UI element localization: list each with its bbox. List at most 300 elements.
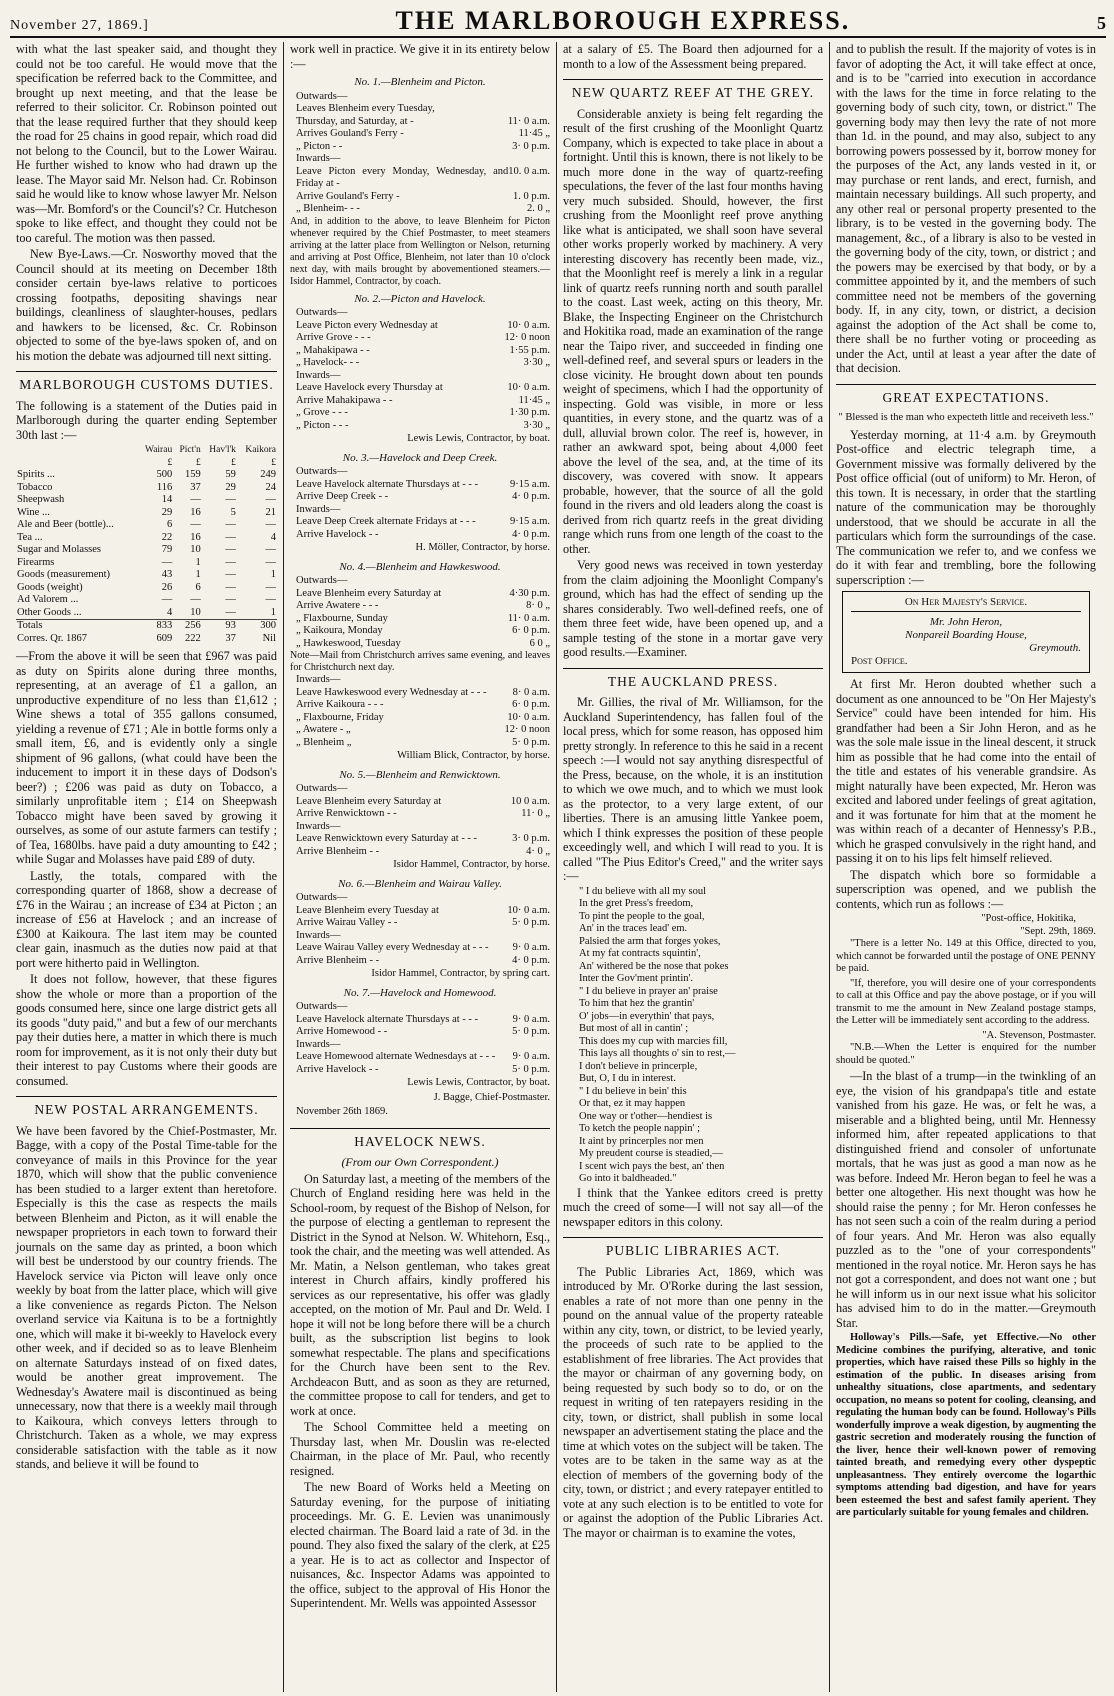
poem-line: An' in the traces lead' em. [579, 923, 688, 934]
route-stop: Arrives Gouland's Ferry - [296, 128, 404, 139]
poem-line: In the gret Press's freedom, [579, 898, 694, 909]
row-value: — [225, 569, 236, 580]
route-stop: Outwards— [296, 466, 348, 477]
route-line [290, 955, 550, 968]
customs-row [16, 557, 277, 570]
route-stop: Arrive Grove - - - [296, 332, 371, 343]
row-value: — [225, 519, 236, 530]
row-value: 43 [161, 569, 173, 580]
route-line [290, 737, 550, 750]
route-line [290, 103, 550, 116]
row-value: — [161, 556, 173, 568]
row-value: 24 [265, 481, 276, 493]
notice-nb: "N.B.—When the Letter is enquired for the number should be quoted." [836, 1042, 1096, 1066]
route-line [290, 674, 550, 687]
route-stop: „ Grove - - - [296, 407, 348, 418]
row-value: — [265, 556, 276, 568]
route-time: 11· 0 a.m. [507, 612, 550, 624]
row-value: — [265, 544, 276, 555]
route-time: 6· 0 p.m. [512, 625, 550, 636]
route-line [290, 116, 550, 129]
poem-line: To ketch the people nappin' ; [579, 1123, 700, 1134]
row-value: — [190, 494, 201, 505]
route-stop: Inwards— [296, 820, 341, 832]
route-line [290, 917, 550, 930]
route-line [290, 892, 550, 905]
row-label [16, 444, 137, 457]
route-contractor: Isidor Hammel, Contractor, by spring cart. [371, 968, 550, 979]
route-stop: Outwards— [296, 90, 348, 102]
route-stop: Inwards— [296, 929, 341, 941]
route-time: 9· 0 a.m. [512, 1051, 550, 1062]
route-line [290, 407, 550, 420]
notice-body-2: "If, therefore, you will desire one of your correspondents to call at this Office and pay the above postage, or if you will transmit to me the amount in New Zealand postage stamps, the Letter will be immediately sent according to the address. [836, 977, 1096, 1026]
route-contractor: Isidor Hammel, Contractor, by horse. [393, 859, 550, 870]
route-stop: „ Kaikoura, Monday [296, 625, 383, 636]
columns [10, 42, 1106, 1692]
row-value: 29 [161, 506, 173, 518]
route-stop: Leave Deep Creek alternate Fridays at - - - [296, 516, 476, 527]
route-line [290, 420, 550, 433]
row-value: 37 [190, 481, 201, 493]
newspaper-title: THE MARLBOROUGH EXPRESS. [395, 6, 851, 35]
route-line [290, 357, 550, 370]
route-time: 3· 0 p.m. [512, 140, 550, 152]
row-value: 222 [185, 632, 201, 644]
route-stop: „ Blenheim- - - [296, 203, 360, 214]
poem-line: " I du believe in bein' this [579, 1085, 687, 1097]
quartz-heading: NEW QUARTZ REEF AT THE GREY. [563, 79, 823, 101]
route-stop: Leave Blenheim every Saturday at [296, 587, 442, 599]
customs-totals-row [16, 620, 277, 633]
customs-row [16, 507, 277, 520]
route-stop: Inwards— [296, 503, 341, 515]
route-stop: Outwards— [296, 575, 348, 586]
route-stop: Outwards— [296, 783, 348, 794]
route-line [290, 529, 550, 542]
row-value: — [225, 594, 236, 605]
route-stop: Leave Havelock alternate Thursdays at - - - [296, 478, 479, 490]
route-stop: Outwards— [296, 1001, 348, 1012]
row-value: — [265, 519, 276, 530]
poem-line: One way or t'other—hendiest is [579, 1110, 713, 1122]
route-line [290, 942, 550, 955]
row-value: 93 [202, 620, 237, 633]
customs-row [16, 607, 277, 620]
route-line [290, 724, 550, 737]
havelock-continued: at a salary of £5. The Board then adjourned for a month to a low of the Assessment being prepared. [563, 42, 823, 71]
ohms-line: On Her Majesty's Service. [851, 596, 1081, 612]
route-time: 6 0 „ [529, 637, 550, 649]
row-label: Tea ... [17, 531, 43, 543]
notice-signature: "A. Stevenson, Postmaster. [982, 1029, 1096, 1041]
row-value: £ [231, 457, 236, 468]
route-stop: Leaves Blenheim every Tuesday, [296, 103, 435, 114]
route-stop: Arrive Gouland's Ferry - [296, 190, 400, 202]
expectations-heading: GREAT EXPECTATIONS. [836, 384, 1096, 406]
route-line [290, 1064, 550, 1077]
route-line [290, 345, 550, 358]
route-line [290, 466, 550, 479]
route-time: 5· 0 p.m. [512, 736, 550, 748]
poem-line: Inter the Gov'ment printin'. [579, 973, 694, 984]
route-stop: Leave Hawkeswood every Wednesday at - - - [296, 686, 487, 698]
route-stop: Arrive Kaikoura - - - [296, 699, 384, 710]
route-title: No. 5.—Blenheim and Renwicktown. [339, 768, 501, 781]
route-stop: Leave Wairau Valley every Wednesday at - - - [296, 942, 489, 953]
row-value: 6 [166, 519, 173, 530]
route-stop: „ Blenheim „ [296, 736, 352, 748]
row-value: — [225, 606, 236, 618]
row-value: — [225, 531, 236, 543]
customs-heading: MARLBOROUGH CUSTOMS DUTIES. [16, 371, 277, 393]
row-value: 1 [270, 606, 276, 618]
route-stop: „ Awatere - „ [296, 724, 351, 735]
poem-line: " I du believe with all my soul [579, 885, 707, 897]
library-continued: and to publish the result. If the majority of votes is in favor of adopting the Act, it will take effect at once, and is to be "carried into execution in accordance with the laws for the time in force relating to the governing body of such city, town, or district." The governing body may then levy the rate of not more than 1d. in the pound, and may also, subject to any borrowing powers possessed by it, borrow money for the purposes of the Act, any lands vested in it, or may purchase or rent lands, and erect, furnish, and maintain necessary buildings. All such property, and any other real or personal property presented to the library, is to be vested in the governing body. The management, &c., of a library is also to be vested in the governing body of the city, town, or district ; and the powers may be exercised by that body, or by a committee appointed by it, and the members of such committee need not be members of the governing body. If, in any city, town, or district, a decision against the adoption of the Act shall be come to, there shall be no further voting or proceeding as under the Act, until at least a year after the date of that decision. [836, 42, 1096, 375]
column-2 [283, 42, 556, 1692]
route-stop: Thursday, and Saturday, at - [296, 115, 414, 127]
issue-date: November 27, 1869.] [10, 18, 149, 33]
customs-row [16, 569, 277, 582]
route-line [290, 588, 550, 601]
row-label: Spirits ... [17, 469, 55, 480]
route-stop: Inwards— [296, 153, 341, 164]
route-line [290, 320, 550, 333]
row-value: 26 [161, 581, 173, 593]
row-value: — [265, 594, 276, 605]
route-contractor: H. Möller, Contractor, by horse. [415, 542, 550, 553]
route-time: 10· 0 a.m. [507, 382, 550, 393]
poem-line: But most of all in cantin' ; [579, 1023, 689, 1034]
route-line [290, 128, 550, 141]
route-stop: Arrive Havelock - - [296, 528, 379, 540]
customs-conclusion: It does not follow, however, that these figures show the whole or more than a proportion of the goods consumed here, since one large district gets all its goods "duty paid," and but a few of our merchants pay their duties here, a matter in which there is much room for improvement, as it is not only their duty but their interest to pay Customs where their goods are consumed. [16, 972, 277, 1088]
route-time: 3· 0 p.m. [512, 833, 550, 844]
row-value: — [161, 594, 173, 605]
page-number: 5 [1097, 13, 1106, 33]
row-value: 6 [195, 581, 201, 593]
route-stop: „ Hawkeswood, Tuesday [296, 637, 401, 649]
route-line [290, 930, 550, 943]
row-label: Sugar and Molasses [17, 544, 101, 555]
route-line [290, 687, 550, 700]
route-time: 6· 0 p.m. [512, 699, 550, 710]
route-line [290, 846, 550, 859]
postmaster-signature: J. Bagge, Chief-Postmaster. [433, 1091, 550, 1103]
envelope-superscription [842, 591, 1090, 673]
route-time: 1. 0 p.m. [512, 190, 550, 202]
row-label: Goods (weight) [17, 581, 83, 593]
route-time: 5· 0 p.m. [512, 1063, 550, 1075]
row-label: Corres. Qr. 1867 [17, 632, 87, 644]
route-stop: „ Mahakipawa - - [296, 344, 370, 356]
row-value: 4 [270, 531, 276, 543]
row-value: 300 [237, 620, 277, 633]
route-line [290, 1051, 550, 1064]
row-value: 10 [190, 544, 201, 555]
route-line [290, 395, 550, 408]
route-stop: Arrive Homewood - - [296, 1026, 388, 1037]
route-line [290, 191, 550, 204]
route-line [290, 638, 550, 651]
auckland-heading: THE AUCKLAND PRESS. [563, 668, 823, 690]
row-value: 609 [156, 632, 173, 644]
havelock-heading: HAVELOCK NEWS. [290, 1128, 550, 1150]
route-time: 10 0 a.m. [510, 795, 550, 807]
havelock-byline: (From our Own Correspondent.) [341, 1155, 499, 1169]
route-line [290, 1014, 550, 1027]
route-time: 2. 0 „ [526, 203, 550, 214]
row-value: 159 [185, 469, 201, 480]
column-3 [556, 42, 829, 1692]
row-value: 37 [225, 632, 236, 644]
customs-row [16, 482, 277, 495]
row-value: — [225, 544, 236, 555]
poem-line: O' jobs—in everythin' that pays, [579, 1010, 715, 1022]
row-label: Other Goods ... [17, 606, 82, 618]
postal-heading: NEW POSTAL ARRANGEMENTS. [16, 1096, 277, 1118]
route-stop: Leave Havelock every Thursday at [296, 382, 443, 393]
post-office-notice [836, 913, 1096, 1067]
row-value: 256 [173, 620, 202, 633]
council-continued: with what the last speaker said, and thought they could not be too careful. He would move that the specification be referred back to the Committee, and brought up next meeting, and that the lease be referred to their solicitor. Cr. Robinson pointed out that the lease required further that they should keep the road for 25 chains in good repair, which road did not belong to the Council, but to the Lower Wairau. He further wished to know who had drawn up the lease. The Mayor said Mr. Nelson had. Cr. Robinson said he would like to know whose lawyer Mr. Nelson was—Mr. Bomford's or the Council's? Cr. Hutcheson spoke to like effect, and thought they could not be too careful. The motion was then passed. [16, 42, 277, 245]
route-line [290, 905, 550, 918]
poem-line: To pint the people to the goal, [579, 910, 705, 922]
poem-line: " I du believe in prayer an' praise [579, 985, 718, 997]
customs-row [16, 544, 277, 557]
route-time: 5· 0 p.m. [512, 1026, 550, 1037]
row-value: — [265, 581, 276, 593]
customs-row [16, 519, 277, 532]
route-time: 4·30 p.m. [509, 587, 550, 599]
route-time: 3·30 „ [523, 419, 550, 431]
row-label: Wine ... [17, 506, 50, 518]
route-stop: Inwards— [296, 1038, 341, 1050]
poem-line: Palsied the arm that forges yokes, [579, 935, 721, 947]
route-line [290, 575, 550, 588]
row-value: — [225, 581, 236, 593]
row-value: Pict'n [179, 445, 201, 455]
route-title: No. 3.—Havelock and Deep Creek. [342, 451, 498, 464]
poem-line: I don't believe in princerple, [579, 1060, 698, 1072]
route-line [290, 600, 550, 613]
notice-from: "Post-office, Hokitika, [981, 913, 1076, 924]
route-stop: Arrive Blenheim - - [296, 954, 380, 966]
customs-intro: The following is a statement of the Duties paid in Marlborough during the quarter ending September 30th last :— [16, 398, 277, 442]
bye-laws-paragraph: New Bye-Laws.—Cr. Nosworthy moved that the Council should at its meeting on December 18th consider certain bye-laws relative to porticoes crossing footpaths, depositing shavings near buildings, cleanliness of slaughter-houses, pedlars and hawkers to be licensed, &c. Cr. Robinson objected to some of the bye-laws spoken of, and on his motion the debate was adjourned till next sitting. [16, 247, 277, 363]
route-time: 8· 0 a.m. [512, 686, 550, 698]
expectations-dispatch: The dispatch which bore so formidable a superscription was opened, and we publish the contents, which run as follows :— [836, 867, 1096, 911]
row-value: 22 [161, 531, 173, 543]
expectations-conclusion: —In the blast of a trump—in the twinkling of an eye, the vision of his grandpapa's title and estate vanished from his gaze. He was, or felt he was, a miserable and a blighted being, until Mr. Hennessy informed him, after repeated applications to that distinguished friend and consoler of unfortunate mortals, that he was just as good a man now as he was before. Indeed Mr. Heron began to feel he was a better one altogether. His next thought was how he should raise the penny ; for Mr. Heron confesses he has not seen such a coin of the realm during a period of four years. And Mr. Heron was also equally puzzled as to the "one of your correspondents" mentioned in the royal notice. Mr. Heron says he has not got a correspondent, and does not want one ; but he will inform us in our next issue what his solicitor has advised him to do in the matter.—Greymouth Star. [836, 1069, 1096, 1330]
route-line [290, 141, 550, 154]
route-line [290, 833, 550, 846]
row-value: 1 [195, 569, 201, 580]
row-value: Wairau [145, 445, 173, 455]
route-stop: Leave Blenheim every Saturday at [296, 795, 442, 807]
row-value: Nil [262, 632, 276, 644]
route-line [290, 491, 550, 504]
row-value: 5 [230, 506, 236, 518]
auckland-article: Mr. Gillies, the rival of Mr. Williamson, for the Auckland Superintendency, has fallen foul of the local press, which for some reason, has opposed him pretty strongly. In reference to this he said in a recent speech :—I would not say anything disrespectful of the Press, because, on the whole, it is an institution to which we owe much, and to which we must look as the protector, to a very large extent, of our liberties. There is an amusing little Yankee poem, which I think expresses the position of these people exceedingly well, and which I will read to you. It is called "The Pius Editor's Creed," and the writer says :— [563, 695, 823, 883]
route-stop: Leave Picton every Wednesday at [296, 319, 438, 331]
customs-row [16, 532, 277, 545]
row-value: — [225, 494, 236, 505]
customs-table [16, 444, 277, 645]
route-contractor: Lewis Lewis, Contractor, by boat. [407, 433, 550, 444]
route-time: 10· 0 a.m. [507, 711, 550, 723]
notice-date: "Sept. 29th, 1869. [1020, 925, 1096, 937]
route-line [290, 1026, 550, 1039]
route-line [290, 479, 550, 492]
customs-row [16, 594, 277, 607]
route-time: 12· 0 noon [504, 724, 550, 735]
route-line [290, 699, 550, 712]
route-time: 11·45 „ [518, 394, 550, 406]
route-line [290, 504, 550, 517]
quartz-news: Very good news was received in town yesterday from the claim adjoining the Moonlight Company's ground, which has had the effect of sending up the shares considerably. Two well-defined reefs, one of them three feet wide, have been opened up, and a sample testing of the stone in a mortar gave very good results.—Examiner. [563, 558, 823, 659]
route-line [290, 203, 550, 216]
route-line [290, 613, 550, 626]
route-line [290, 625, 550, 638]
row-label: Ale and Beer (bottle)... [17, 519, 114, 530]
route-time: 8· 0 „ [526, 600, 550, 611]
route-line [290, 332, 550, 345]
row-value: — [190, 519, 201, 530]
route-title: No. 2.—Picton and Havelock. [354, 292, 486, 305]
notice-body: "There is a letter No. 149 at this Office, directed to you, which cannot be forwarded until the postage of ONE PENNY be paid. [836, 938, 1096, 974]
row-label: Sheepwash [17, 494, 65, 505]
poem-line: Go into it baldheaded." [579, 1173, 677, 1184]
route-stop: Arrive Mahakipawa - - [296, 394, 393, 406]
route-title: No. 1.—Blenheim and Picton. [354, 76, 486, 88]
postal-article: We have been favored by the Chief-Postmaster, Mr. Bagge, with a copy of the Postal Time-table for the conveyance of mails in this Province for the year 1870, which will show that the public convenience has been studied to a larger extent than heretofore. Especially is this the case as respects the mails between Blenheim and Picton, as it will enable the newspaper proprietors in each town to forward their journals on the same day as printed, a boon which will best be understood by our country friends. The Havelock service via Picton will leave only once weekly by boat from the latter place, which will give a like convenience as regards Picton. The Nelson overland service via Kaituna is to be a fortnightly one, which will make it bi-weekly to Havelock every other week, and if decided so as to leave Blenheim on alternate Saturdays instead of on fixed dates, would be another great improvement. The Wednesday's Awatere mail is discontinued as being unnecessary, now that there is a weekly mail through to Kaikoura, which conveys letters through to Christchurch. Taken as a whole, we may express considerable satisfaction with the table as it now stands, and believe it will be found to [16, 1123, 277, 1471]
customs-corresponding-row [16, 633, 277, 646]
route-time: 4· 0 „ [526, 845, 550, 857]
row-value: £ [271, 457, 276, 468]
customs-row [16, 582, 277, 595]
row-value: 116 [156, 481, 173, 493]
poem-line: But, O, I du in interest. [579, 1073, 676, 1084]
route-stop: „ Havelock- - - [296, 357, 360, 368]
route-line [290, 166, 550, 191]
row-value: 500 [156, 469, 173, 480]
route-line [290, 153, 550, 166]
route-stop: Outwards— [296, 307, 348, 318]
row-value: Hav'l'k [209, 445, 236, 455]
column-1 [10, 42, 283, 1692]
route-time: 10· 0 a.m. [507, 904, 550, 916]
poem-line: Or that, ez it may happen [579, 1098, 686, 1109]
customs-row [16, 469, 277, 482]
row-value: 833 [137, 620, 173, 633]
row-label: Firearms [17, 556, 55, 568]
route-stop: Outwards— [296, 892, 348, 903]
havelock-church: On Saturday last, a meeting of the members of the Church of England residing here was held in the School-room, by request of the Bishop of Nelson, for the purpose of electing a gentleman to represent the District in the Synod at Nelson. W. Whitehorn, Esq., took the chair, and the meeting was well attended. As Mr. Matin, a Nelson gentleman, who takes great interest in Church affairs, kindly proffered his services as our representative, his offer was gladly accepted, on the motion of Mr. Paul and Dr. Weld. I hope it will not be long before there will be a church built, as the subscription list begins to look somewhat respectable. The plans and specifications for the Church have been sent to the Rev. Archdeacon Butt, and as soon as they are returned, the committee propose to call for tenders, and get to work at once. [290, 1171, 550, 1418]
row-value: 21 [265, 506, 276, 518]
havelock-school: The School Committee held a meeting on Thursday last, when Mr. Douslin was re-elected Chairman, in the place of Mr. Paul, who recently resigned. [290, 1420, 550, 1478]
customs-comparison: Lastly, the totals, compared with the corresponding quarter of 1868, show a decrease of £76 in the Wairau ; an increase of £34 at Picton ; an increase of £56 at Havelock ; and an increase of £300 at Kaikoura. The last item may be counted clear gain, inasmuch as the duties now paid at that port were hitherto paid in Wellington. [16, 868, 277, 970]
row-value: 29 [225, 481, 236, 493]
expectations-epigraph: " Blessed is the man who expecteth little and receiveth less." [838, 412, 1094, 423]
customs-analysis: —From the above it will be seen that £967 was paid as duty on Spirits alone during three months, representing, at an average of £1 a gallon, an unproductive expenditure of no less than £1,612 ; Wine shews a total of 355 gallons consumed, yielding a revenue of £71 ; Ale in bottle forms only a small item, £6, and is evidently only a single shipment of 96 gallons, (what could have been the inducement to import it in these days of Dodson's beer?) ; £206 was paid as duty on Tobacco, a similarly unprofitable item ; £14 on Sheepwash Tobacco might have been saved by growing it ourselves, as some of our astute farmers can testify ; of Tea, 1680lbs. have paid a duty amounting to £42 ; while Sugar and Molasses have paid £89 of duty. [16, 649, 277, 866]
postal-continued: work well in practice. We give it in its entirety below :— [290, 42, 550, 71]
poem-line: To him that hez the grantin' [579, 998, 695, 1009]
route-stop: Arrive Wairau Valley - - [296, 917, 398, 928]
row-value: 4 [166, 606, 173, 618]
editors-creed-poem [563, 886, 823, 1186]
poem-line: At my fat contracts squintin', [579, 948, 701, 959]
route-line [290, 783, 550, 796]
route-time: 11· 0 „ [521, 808, 550, 819]
route-stop: Arrive Renwicktown - - [296, 808, 397, 819]
postal-timetable [290, 75, 550, 1091]
auckland-conclusion: I think that the Yankee editors creed is pretty much the creed of some—I will not say all—of the newspaper editors in this colony. [563, 1185, 823, 1229]
route-line [290, 1039, 550, 1052]
route-note: Note—Mail from Christchurch arrives same evening, and leaves for Christchurch next day. [290, 650, 550, 673]
row-value: 249 [260, 469, 276, 480]
row-label: Ad Valorem ... [17, 594, 79, 605]
route-stop: „ Picton - - [296, 140, 343, 152]
poem-line: It aint by princerples nor men [579, 1135, 704, 1147]
envelope-name: Mr. John Heron, [929, 616, 1003, 628]
route-line [290, 1001, 550, 1014]
row-value: — [225, 556, 236, 568]
row-value: 14 [161, 494, 173, 505]
row-value: £ [167, 457, 173, 468]
route-stop: Arrive Havelock - - [296, 1063, 379, 1075]
row-value: Kaikora [245, 445, 276, 455]
envelope-house: Nonpareil Boarding House, [905, 629, 1027, 641]
route-title: No. 7.—Havelock and Homewood. [343, 986, 497, 999]
route-line [290, 516, 550, 529]
route-stop: Leave Havelock alternate Thursdays at - - - [296, 1013, 479, 1025]
route-contractor: Lewis Lewis, Contractor, by boat. [407, 1077, 550, 1088]
holloway-advertisement: Holloway's Pills.—Safe, yet Effective.—No other Medicine combines the purifying, alterative, and tonic properties, which have raised these Pills so highly in the estimation of the public. In diseases arising from unhealthy situations, close apartments, and sedentary occupation, no means so potent for cooling, cleansing, and regulating the human body can be found. Holloway's Pills wonderfully improve a weak digestion, by augmenting the gastric secretion and moderately rousing the function of the liver, hence their well-known power of removing tainted breath, and remedying every other dyspeptic unpleasantness. They entirely overcome the logarthic symptoms attending bad digestion, and have for years been esteemed the best and safest family aperient. They are particularly suitable for young females and children. [836, 1332, 1096, 1518]
route-title: No. 6.—Blenheim and Wairau Valley. [338, 877, 502, 890]
route-time: 9· 0 a.m. [512, 1013, 550, 1025]
postmaster-date: November 26th 1869. [296, 1106, 388, 1117]
row-label: Totals [16, 620, 137, 633]
route-stop: „ Flaxbourne, Friday [296, 711, 384, 723]
route-stop: Leave Homewood alternate Wednesdays at - - - [296, 1051, 496, 1062]
route-line [290, 796, 550, 809]
route-time: 10. 0 a.m. [508, 165, 550, 177]
route-time: 12· 0 noon [504, 332, 550, 343]
route-stop: Arrive Awatere - - - [296, 600, 379, 611]
route-stop: Inwards— [296, 674, 341, 685]
route-stop: Arrive Blenheim - - [296, 845, 380, 857]
poem-line: My preudent course is steadied,— [579, 1148, 723, 1159]
route-time: 9·15 a.m. [510, 516, 550, 527]
library-article: The Public Libraries Act, 1869, which was introduced by Mr. O'Rorke during the last session, enables a rate of not more than one penny in the pound on the annual value of the property rateable within any city, town, or district, to be levied yearly, the proceeds of such rate to be applied to the establishment of free libraries. The Act provides that the mayor or chairman of any governing body, on being requested by such body so to do, or on the request in writing of ten ratepayers residing in the city, town, or district, shall publish in some local newspaper an advertisement stating the place and the time at which votes on the subject will be taken. The votes are to be taken in the same way as at the election of members of the governing body of the city, town, or district ; and every ratepayer entitled to vote at any such election is to be entitled to vote for or against the adoption of the Public Libraries Act. The mayor or chairman is to examine the votes, [563, 1264, 823, 1540]
route-stop: Leave Picton every Monday, Wednesday, and Friday at - [296, 165, 509, 189]
route-time: 1·30 p.m. [509, 407, 550, 418]
route-contractor: William Blick, Contractor, by horse. [397, 750, 550, 761]
poem-line: I scent wich pays the best, an' then [579, 1160, 725, 1172]
route-stop: Arrive Deep Creek - - [296, 491, 389, 502]
expectations-intro: Yesterday morning, at 11·4 a.m. by Greymouth Post-office and electric telegraph time, a Government missive was formally delivered by the Post office official (out of uniform) to Mr. Heron, of this town. It is necessary, in order that the startling nature of the communication may be thoroughly understood, that we should be accurate in all the particulars which form the surroundings of the case. The communication we refer to, and we confess we do it with fear and trembling, bore the following superscription :— [836, 427, 1096, 587]
envelope-post-office: Post Office. [851, 655, 908, 667]
route-line [290, 382, 550, 395]
route-time: 4· 0 p.m. [512, 954, 550, 966]
row-value: 59 [225, 469, 236, 480]
quartz-article: Considerable anxiety is being felt regarding the result of the first crushing of the Moonlight Quartz Company, which is expected to take place in about a fortnight. Until this is known, there is not likely to be much more done in the way of quartz-reefing speculations, the fever of the last four months having very much subsided. Should, however, the first crushing from the Moonlight reef prove anything like what is anticipated, we shall soon have several other works properly worked by machinery. A very interesting discovery has recently been made, viz., that the Moonlight reef is merely a link in a regular link of quartz reefs running north and south parallel to the coast. Last week, acting on this theory, Mr. Blake, the Inspecting Engineer on the Christchurch and Hokitika road, made an examination of the range near the Taipo river, and succeeded in finding one well-defined reef, and several spurs or leaders in the close vicinity. He brought down about ten pounds weight of specimens, which I had the opportunity of inspecting. Gold was visible, in more or less quantities, in every stone, and the quartz was of a dull, alluvial brown color. The reef is, however, in rather an awkward spot, being about 4,000 feet above the level of the sea, and, at the time of its discovery, was covered with snow. It appears probable, however, that the source of all the gold found in the rivers and old leaders along the coast is derived from rich quartz reefs in the great dividing range which runs from one length of the coast to the other. [563, 106, 823, 556]
route-line [290, 307, 550, 320]
row-value: 16 [190, 531, 201, 543]
route-time: 9·15 a.m. [510, 478, 550, 490]
